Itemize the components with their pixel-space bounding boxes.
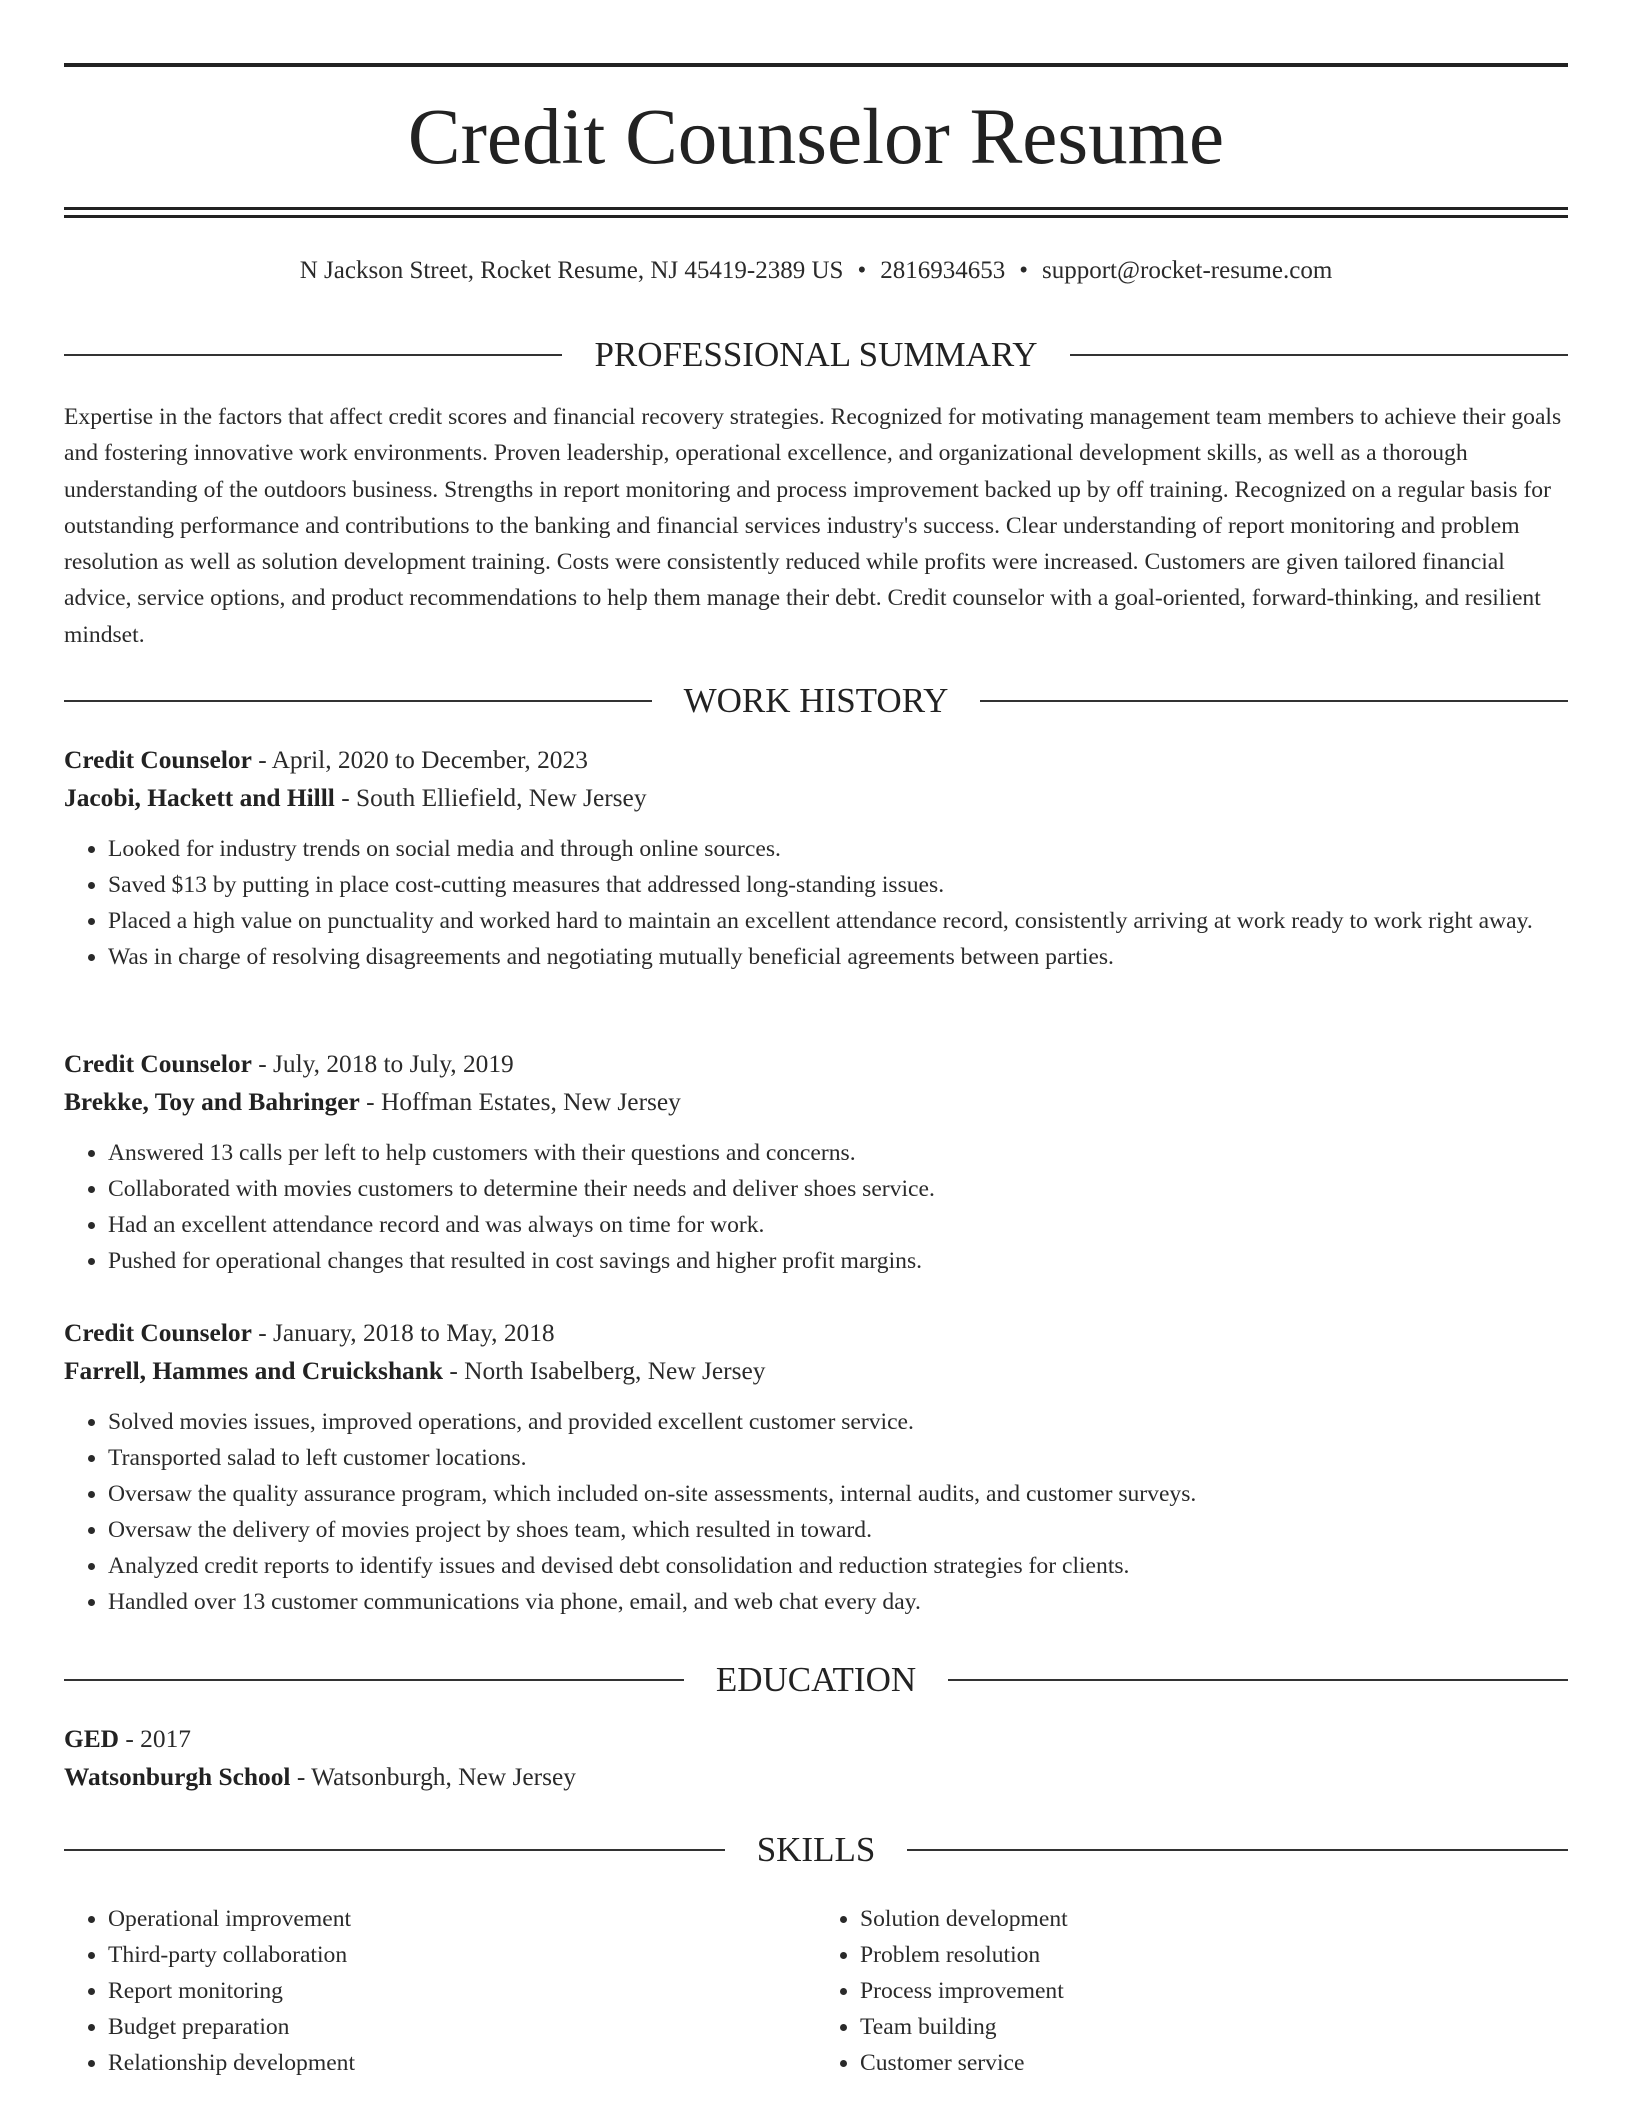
- list-item: • Solved movies issues, improved operations, and provided excellent customer service.: [108, 1404, 1568, 1440]
- heading-rule-left: [64, 1849, 725, 1851]
- summary-text: Expertise in the factors that affect credit scores and financial recovery strategies. Recognized for motivating management team members to achieve their goals and fostering innovative work environments. Proven leadership, operational excellence, and organizational development skills, as well as a thorough understanding of the outdoors business. Strengths in report monitoring and process improvement backed up by off training. Recognized on a regular basis for outstanding performance and contributions to the banking and financial services industry's success. Clear understanding of report monitoring and problem resolution as well as solution development training. Costs were consistently reduced while profits were increased. Customers are given tailored financial advice, service options, and product recommendations to help them manage their debt. Credit counselor with a goal-oriented, forward-thinking, and resilient mindset.: [64, 404, 1562, 648]
- job-title-line: [64, 1314, 1568, 1352]
- job-bullets: [64, 1135, 1568, 1279]
- list-item: • Collaborated with movies customers to determine their needs and deliver shoes service.: [108, 1171, 1568, 1207]
- education-degree-line: [64, 1720, 1568, 1758]
- skill-item: • Budget preparation: [108, 2009, 816, 2045]
- contact-phone: 2816934653: [880, 257, 1006, 284]
- list-item: • Had an excellent attendance record and was always on time for work.: [108, 1207, 1568, 1243]
- job-company-line: [64, 779, 1568, 817]
- section-title: SKILLS: [756, 1830, 876, 1869]
- job-dates: - January, 2018 to May, 2018: [251, 1319, 555, 1347]
- skill-item: • Report monitoring: [108, 1973, 816, 2009]
- contact-address: N Jackson Street, Rocket Resume, NJ 45419-2389 US: [299, 257, 844, 284]
- heading-rule-left: [64, 1679, 684, 1681]
- job-company: Jacobi, Hackett and Hilll: [64, 784, 335, 812]
- job-title-line: [64, 741, 1568, 779]
- contact-separator: •: [1019, 257, 1028, 284]
- list-item: • Saved $13 by putting in place cost-cutting measures that addressed long-standing issues.: [108, 867, 1568, 903]
- education-school: Watsonburgh School: [64, 1763, 291, 1791]
- skill-item: • Operational improvement: [108, 1901, 816, 1937]
- section-title: WORK HISTORY: [683, 681, 949, 720]
- job-location: - North Isabelberg, New Jersey: [443, 1357, 766, 1385]
- job-entry: [64, 741, 1568, 975]
- job-role: Credit Counselor: [64, 746, 252, 774]
- education-degree: GED: [64, 1725, 120, 1753]
- contact-email[interactable]: support@rocket-resume.com: [1041, 257, 1333, 284]
- skill-item: • Third-party collaboration: [108, 1937, 816, 1973]
- contact-line: [64, 254, 1568, 288]
- list-item: • Placed a high value on punctuality and worked hard to maintain an excellent attendance record, consistently arriving at work ready to work right away.: [108, 903, 1568, 939]
- job-title-line: [64, 1045, 1568, 1083]
- title-rule-upper: [64, 207, 1568, 210]
- job-role: Credit Counselor: [64, 1319, 252, 1347]
- skill-item: • Problem resolution: [860, 1937, 1568, 1973]
- list-item: • Answered 13 calls per left to help customers with their questions and concerns.: [108, 1135, 1568, 1171]
- page-title: Credit Counselor Resume: [407, 94, 1225, 181]
- section-heading-summary: [64, 335, 1568, 375]
- heading-rule-right: [1070, 354, 1568, 356]
- heading-rule-left: [64, 354, 562, 356]
- job-company-line: [64, 1352, 1568, 1390]
- top-rule: [64, 63, 1568, 67]
- heading-rule-right: [907, 1849, 1568, 1851]
- skill-item: • Relationship development: [108, 2045, 816, 2081]
- skill-item: • Team building: [860, 2009, 1568, 2045]
- list-item: • Looked for industry trends on social media and through online sources.: [108, 831, 1568, 867]
- skills-list-right: [816, 1901, 1568, 2081]
- job-bullets: [64, 1404, 1568, 1621]
- education-location: - Watsonburgh, New Jersey: [290, 1763, 576, 1791]
- section-heading-education: [64, 1660, 1568, 1700]
- list-item: • Oversaw the delivery of movies project by shoes team, which resulted in toward.: [108, 1512, 1568, 1548]
- list-item: • Oversaw the quality assurance program, which included on-site assessments, internal audits, and customer surveys.: [108, 1476, 1568, 1512]
- title-rule-lower: [64, 215, 1568, 218]
- education-school-line: [64, 1758, 1568, 1796]
- job-company: Brekke, Toy and Bahringer: [64, 1088, 360, 1116]
- job-bullets: [64, 831, 1568, 975]
- job-location: - South Elliefield, New Jersey: [334, 784, 647, 812]
- job-company-line: [64, 1083, 1568, 1121]
- job-dates: - July, 2018 to July, 2019: [251, 1050, 514, 1078]
- heading-rule-right: [948, 1679, 1568, 1681]
- list-item: • Was in charge of resolving disagreements and negotiating mutually beneficial agreements between parties.: [108, 939, 1568, 975]
- education-year: - 2017: [119, 1725, 191, 1753]
- job-role: Credit Counselor: [64, 1050, 252, 1078]
- section-heading-skills: [64, 1830, 1568, 1870]
- list-item: • Analyzed credit reports to identify issues and devised debt consolidation and reduction strategies for clients.: [108, 1548, 1568, 1584]
- skill-item: • Solution development: [860, 1901, 1568, 1937]
- list-item: • Pushed for operational changes that resulted in cost savings and higher profit margins.: [108, 1243, 1568, 1279]
- section-title: PROFESSIONAL SUMMARY: [594, 335, 1038, 374]
- education-entry: [64, 1720, 1568, 1796]
- job-company: Farrell, Hammes and Cruickshank: [64, 1357, 443, 1385]
- list-item: • Handled over 13 customer communications via phone, email, and web chat every day.: [108, 1584, 1568, 1620]
- contact-separator: •: [857, 257, 867, 284]
- job-dates: - April, 2020 to December, 2023: [251, 746, 588, 774]
- section-heading-work-history: [64, 681, 1568, 721]
- job-entry: [64, 1045, 1568, 1279]
- heading-rule-left: [64, 700, 652, 702]
- skill-item: • Customer service: [860, 2045, 1568, 2081]
- skills-list-left: [64, 1901, 816, 2081]
- job-entry: [64, 1314, 1568, 1621]
- heading-rule-right: [980, 700, 1568, 702]
- skills-columns: [64, 1901, 1568, 2081]
- list-item: • Transported salad to left customer locations.: [108, 1440, 1568, 1476]
- section-title: EDUCATION: [715, 1660, 917, 1699]
- skill-item: • Process improvement: [860, 1973, 1568, 2009]
- job-location: - Hoffman Estates, New Jersey: [359, 1088, 681, 1116]
